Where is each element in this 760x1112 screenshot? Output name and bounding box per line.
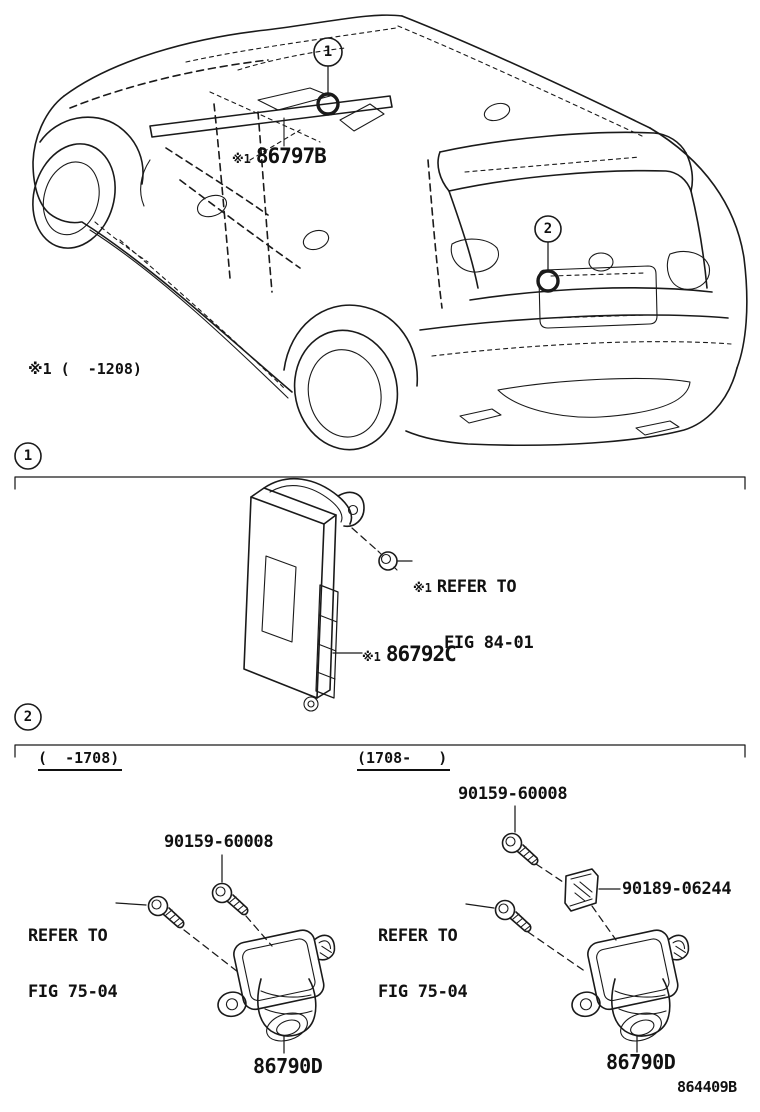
section-2-number: 2 bbox=[23, 709, 33, 725]
part-label-clip-right: 90189-06244 bbox=[622, 879, 732, 899]
part-label-camera-left: 86790D bbox=[253, 1054, 323, 1078]
ecu-drawing bbox=[244, 479, 364, 711]
refer-line-1: ※1 REFER TO bbox=[413, 577, 517, 597]
section-1-number: 1 bbox=[23, 448, 33, 464]
part-label-screw-left: 90159-60008 bbox=[164, 832, 274, 852]
ecu-screw-icon bbox=[378, 551, 397, 570]
refer-line-2: FIG 84-01 bbox=[444, 633, 534, 653]
reference-mark: ※1 bbox=[232, 152, 251, 166]
part-number: 86792C bbox=[385, 642, 456, 666]
part-label-86792c bbox=[362, 644, 456, 665]
part-label-86797b bbox=[232, 146, 326, 167]
vehicle-line-art bbox=[21, 15, 747, 459]
section-1-divider bbox=[15, 443, 745, 489]
figure-code: 864409B bbox=[677, 1078, 737, 1096]
variant-right-range: (1708- ) bbox=[357, 750, 450, 771]
reference-mark: ※1 bbox=[362, 650, 381, 664]
variant-left-range: ( -1708) bbox=[38, 750, 122, 771]
part-label-camera-right: 86790D bbox=[606, 1050, 676, 1074]
refer-note-fig-75-04-left: REFER TO FIG 75-04 bbox=[28, 926, 118, 1002]
variant-left-art bbox=[116, 855, 344, 1053]
part-label-screw-right: 90159-60008 bbox=[458, 784, 568, 804]
callout-1-number: 1 bbox=[323, 44, 333, 60]
reference-mark: ※1 bbox=[413, 581, 432, 595]
refer-note-fig-75-04-right: REFER TO FIG 75-04 bbox=[378, 926, 468, 1002]
callout-2-number: 2 bbox=[543, 221, 553, 237]
clip-drawing bbox=[565, 869, 598, 911]
variant-right-art bbox=[466, 806, 698, 1052]
part-number: 86797B bbox=[255, 144, 326, 168]
applicability-note: ※1 ( -1208) bbox=[28, 360, 142, 378]
ecu-screw-dashed-line bbox=[352, 528, 379, 552]
